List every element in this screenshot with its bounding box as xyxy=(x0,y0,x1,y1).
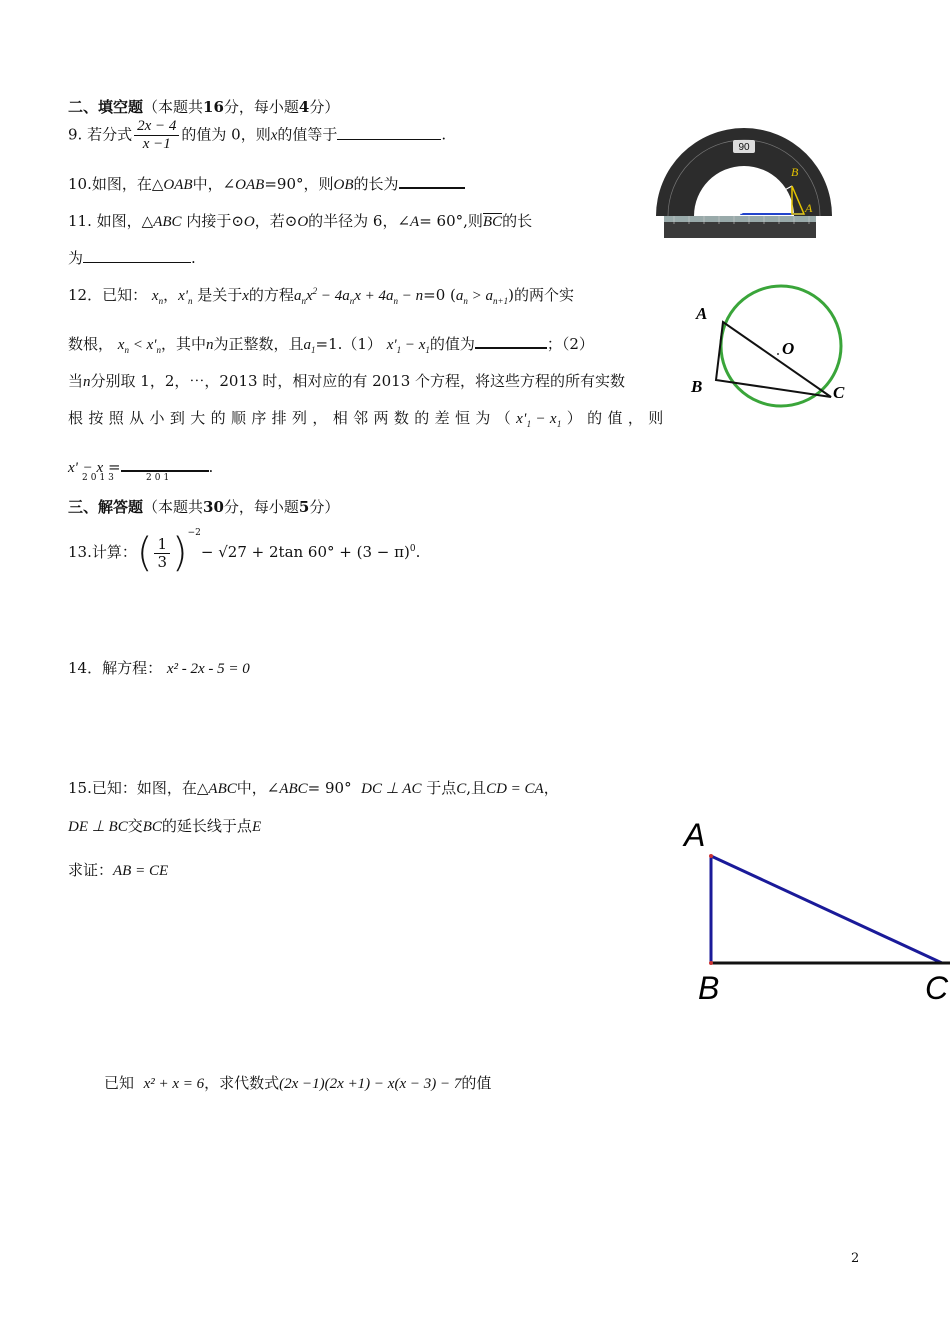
question-15-line1: 15.已知：如图，在△ABC中，∠ABC= 90° DC ⊥ AC 于点C,且CD = CA， xyxy=(68,779,559,797)
fig11-label-a: A xyxy=(696,304,708,323)
question-10: 10.如图，在△OAB中，∠OAB=90°，则OB的长为 xyxy=(68,173,465,194)
question-12-line3: 当n分别取 1，2，⋯，2013 时，相对应的有 2013 个方程，将这些方程的所有实数 xyxy=(68,372,626,390)
question-12-line5: x' − x = . xyxy=(68,458,214,476)
section3-heading: 三、解答题（本题共30分，每小题5分） xyxy=(68,498,340,516)
fig11-label-c: C xyxy=(833,383,845,402)
fig15-label-c: C xyxy=(925,970,949,1006)
fig15-label-b: B xyxy=(698,970,720,1006)
section2-title: 二、填空题 xyxy=(68,98,144,116)
answer-blank[interactable] xyxy=(121,456,209,472)
fig10-label-o: O xyxy=(730,203,739,217)
question-9: 9. 若分式 $\frac{2x - 4}{x -1}$ 的值为 0，则x的值等于 . xyxy=(68,118,447,152)
section2-heading: 二、填空题（本题共16分，每小题4分） xyxy=(68,98,340,116)
answer-blank[interactable] xyxy=(83,248,191,263)
circle-figure xyxy=(688,284,868,424)
fig15-label-a: A xyxy=(684,817,706,853)
q9-fraction: $\frac{2x - 4}{x -1}$ xyxy=(134,118,179,153)
answer-blank[interactable] xyxy=(337,125,441,140)
triangle-figure xyxy=(680,812,950,1012)
q13-fraction: $\frac{1}{3}$ xyxy=(154,536,170,571)
protractor-figure xyxy=(654,128,834,242)
section3-title: 三、解答题 xyxy=(68,498,144,516)
question-13: 13.计算：( $\frac{1}{3}$ )$^{-2}$− √27 + 2tan $60^\circ + (3 - \pi)^0$. xyxy=(68,528,421,576)
question-15-line3: 求证：AB = CE xyxy=(68,861,169,879)
question-14: 14．解方程： x² - 2x - 5 = 0 xyxy=(68,659,250,677)
question-12-line4: 根 按 照 从 小 到 大 的 顺 序 排 列 ， 相 邻 两 数 的 差 恒 为 （ $x'_1 - x_1$ ） 的 值 ， 则 xyxy=(68,409,664,429)
fig11-label-o: O xyxy=(782,339,795,358)
question-16: 已知 x² + x = 6，求代数式(2x −1)(2x +1) − x(x − 3) − 7的值 xyxy=(104,1074,492,1092)
question-11: 11. 如图，△ABC 内接于⊙O，若⊙O的半径为 6，∠A= 60°,则BC的长 xyxy=(68,212,533,230)
fig10-label-b: B xyxy=(791,165,799,179)
fig10-label-a: A xyxy=(805,201,813,215)
answer-blank[interactable] xyxy=(475,333,547,349)
protractor-label: 90 xyxy=(738,142,750,153)
question-11-cont: 为 . xyxy=(68,249,196,267)
arc-bc: BC xyxy=(482,214,503,230)
answer-blank[interactable] xyxy=(399,173,465,189)
subscript-201: 201 xyxy=(146,473,173,483)
question-12-line1: 12．已知： $x_n$，$x'_n$ 是关于x的方程$a_nx^2 - 4a_nx + 4a_n - n=0$ $(a_n > a_{n+1})$的两个实 xyxy=(68,286,574,306)
question-12-line2: 数根， $x_n < x'_n$，其中n为正整数，且$a_1=1.(1) x'_1 - x_1$的值为 ；（2） xyxy=(68,335,594,355)
page-number: 2 xyxy=(851,1251,860,1266)
subscript-2013: 2013 xyxy=(82,473,117,483)
fig11-label-b: B xyxy=(691,377,703,396)
question-15-line2: DE ⊥ BC交BC的延长线于点E xyxy=(68,817,262,835)
